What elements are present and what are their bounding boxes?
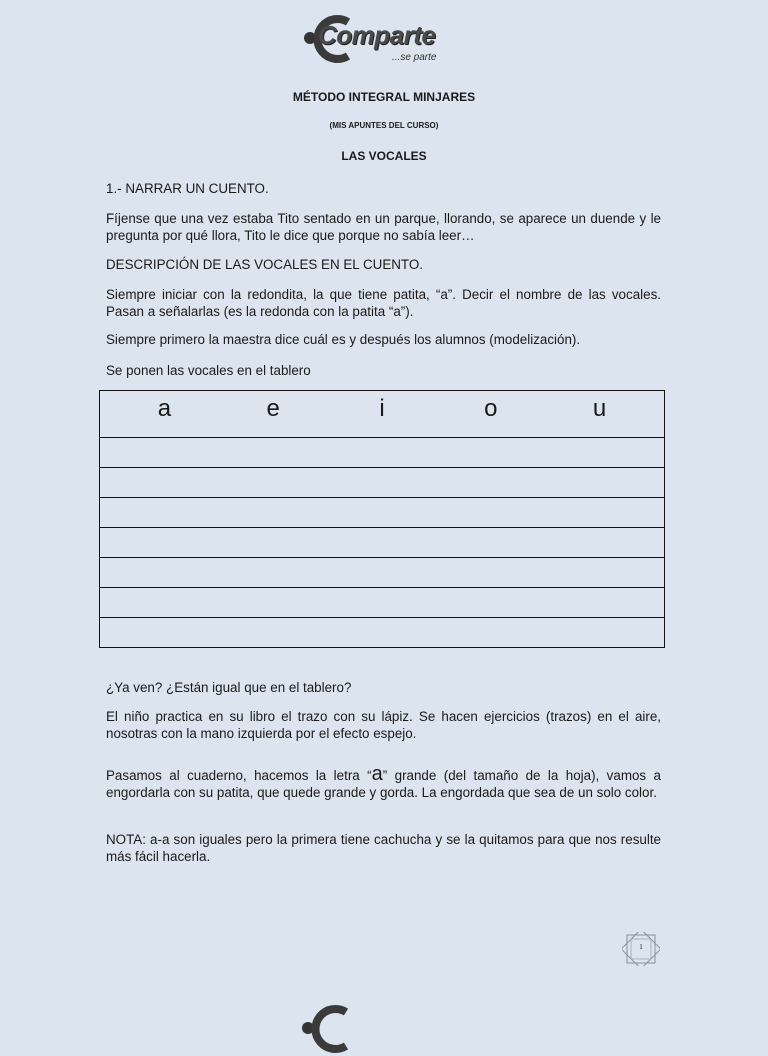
blank-row (100, 588, 665, 618)
paragraph-ya-ven: ¿Ya ven? ¿Están igual que en el tablero? (106, 680, 352, 695)
paragraph-modelizacion: Siempre primero la maestra dice cuál es y después los alumnos (modelización). (106, 332, 581, 347)
paragraph-redondita: Siempre iniciar con la redondita, la que tiene patita, “a”. Decir el nombre de las vocales. Pasan a señalarlas (es la redonda con la patita “a”). (106, 287, 661, 319)
vowel-o: o (484, 395, 498, 422)
vowel-board-table (99, 390, 665, 648)
blank-row (100, 618, 665, 648)
paragraph-narrar: 1.- NARRAR UN CUENTO. (106, 181, 269, 196)
section-title: LAS VOCALES (341, 149, 427, 163)
vowel-header-row (100, 391, 665, 438)
paragraph-nota: NOTA: a-a son iguales pero la primera tiene cachucha y se la quitamos para que nos resulte más fácil hacerla. (106, 832, 661, 864)
logo-word: Comparte (318, 20, 436, 50)
blank-row (100, 438, 665, 468)
comparte-logo-footer (298, 1002, 458, 1056)
vowel-u: u (592, 395, 607, 422)
comparte-logo (300, 12, 460, 66)
paragraph-description-heading: DESCRIPCIÓN DE LAS VOCALES EN EL CUENTO. (106, 257, 423, 272)
document-title: MÉTODO INTEGRAL MINJARES (292, 90, 476, 104)
paragraph-tablero: Se ponen las vocales en el tablero (106, 363, 311, 378)
logo-c-mark-icon (298, 1002, 368, 1056)
vowel-i: i (379, 395, 385, 422)
document-subtitle: (MIS APUNTES DEL CURSO) (329, 121, 439, 130)
blank-row (100, 468, 665, 498)
page-number: 1 (639, 943, 643, 951)
paragraph-cuaderno (106, 763, 661, 801)
paragraph-trazo: El niño practica en su libro el trazo con su lápiz. Se hacen ejercicios (trazos) en el aire, nosotras con la mano izquierda por el efecto espejo. (106, 709, 661, 741)
vowel-list (100, 391, 664, 437)
page-number-badge (622, 932, 660, 966)
logo-tagline: ...se parte (392, 52, 437, 63)
big-letter-a: a (371, 763, 383, 785)
vowel-a: a (157, 395, 172, 422)
cuaderno-text-end: ” grande (del tamaño de la hoja), vamos a engordarla con su patita, que quede grande y gorda. La engordada que sea de un solo color. (106, 768, 661, 800)
paragraph-story: Fíjense que una vez estaba Tito sentado en un parque, llorando, se aparece un duende y le pregunta por qué llora, Tito le dice que porque no sabía leer… (106, 211, 661, 243)
blank-row (100, 498, 665, 528)
cuaderno-text-start: Pasamos al cuaderno, hacemos la letra “ (106, 768, 372, 783)
blank-row (100, 528, 665, 558)
vowel-e: e (266, 395, 280, 422)
blank-row (100, 558, 665, 588)
